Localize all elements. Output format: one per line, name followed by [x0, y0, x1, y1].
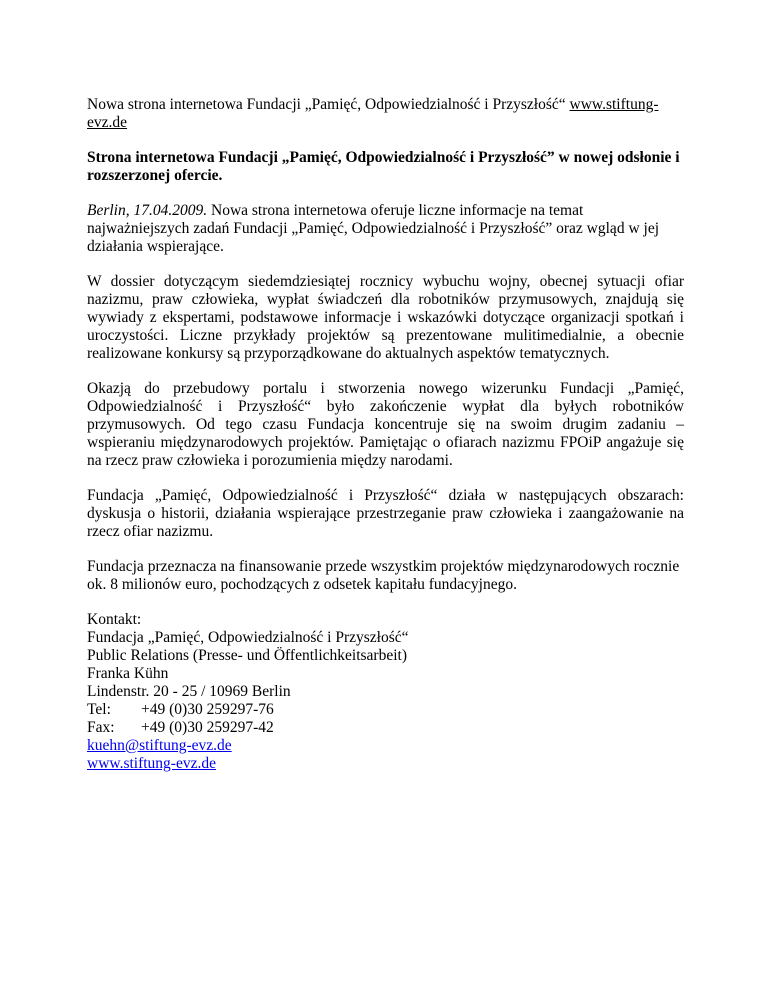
- tel-value: +49 (0)30 259297-76: [141, 701, 274, 718]
- fax-label: Fax:: [87, 719, 115, 736]
- fax-value: +49 (0)30 259297-42: [141, 719, 274, 736]
- headline: Strona internetowa Fundacji „Pamięć, Odpowiedzialność i Przyszłość” w nowej odsłonie i rozszerzonej ofercie.: [87, 149, 680, 184]
- website-link[interactable]: www.stiftung-evz.de: [87, 755, 216, 772]
- contact-organization: Fundacja „Pamięć, Odpowiedzialność i Przyszłość“: [87, 629, 409, 646]
- body-paragraph-3: Fundacja „Pamięć, Odpowiedzialność i Przyszłość“ działa w następujących obszarach: dyskusja o historii, działania wspierające przestrzeganie praw człowieka i zaangażowanie na rzecz ofiar nazizmu.: [87, 487, 684, 540]
- contact-person: Franka Kühn: [87, 665, 169, 682]
- email-link[interactable]: kuehn@stiftung-evz.de: [87, 737, 232, 754]
- contact-heading: Kontakt:: [87, 611, 142, 628]
- intro-line: [87, 96, 684, 132]
- dateline: Berlin, 17.04.2009.: [87, 202, 208, 219]
- contact-block: [87, 611, 684, 773]
- body-paragraph-2: Okazją do przebudowy portalu i stworzenia nowego wizerunku Fundacji „Pamięć, Odpowiedzialność i Przyszłość“ było zakończenie wypłat dla byłych robotników przymusowych. Od tego czasu Fundacja koncentruje się na swoim drugim zadaniu – wspieraniu międzynarodowych projektów. Pamiętając o ofiarach nazizmu FPOiP angażuje się na rzecz praw człowieka i porozumienia między narodami.: [87, 380, 684, 469]
- intro-text: Nowa strona internetowa Fundacji „Pamięć, Odpowiedzialność i Przyszłość“: [87, 96, 570, 113]
- contact-department: Public Relations (Presse- und Öffentlichkeitsarbeit): [87, 647, 407, 664]
- document-page: [87, 96, 684, 773]
- tel-label: Tel:: [87, 701, 111, 718]
- contact-tel: [87, 701, 684, 719]
- contact-fax: [87, 719, 684, 737]
- contact-address: Lindenstr. 20 - 25 / 10969 Berlin: [87, 683, 291, 700]
- body-paragraph-4: Fundacja przeznacza na finansowanie przede wszystkim projektów międzynarodowych rocznie ok. 8 milionów euro, pochodzących z odsetek kapitału fundacyjnego.: [87, 558, 680, 593]
- intro-url[interactable]: www.stiftung-evz.de: [87, 96, 659, 131]
- lead-text: Nowa strona internetowa oferuje liczne informacje na temat najważniejszych zadań Fundacji „Pamięć, Odpowiedzialność i Przyszłość” oraz wgląd w jej działania wspierające.: [87, 202, 660, 255]
- lead-paragraph: [87, 202, 684, 256]
- body-paragraph-1: W dossier dotyczącym siedemdziesiątej rocznicy wybuchu wojny, obecnej sytuacji ofiar nazizmu, praw człowieka, wypłat świadczeń dla robotników przymusowych, znajdują się wywiady z ekspertami, podstawowe informacje i wskazówki dotyczące organizacji spotkań i uroczystości. Liczne przykłady projektów są prezentowane mulitimedialnie, a obecnie realizowane konkursy są przyporządkowane do aktualnych aspektów tematycznych.: [87, 273, 684, 362]
